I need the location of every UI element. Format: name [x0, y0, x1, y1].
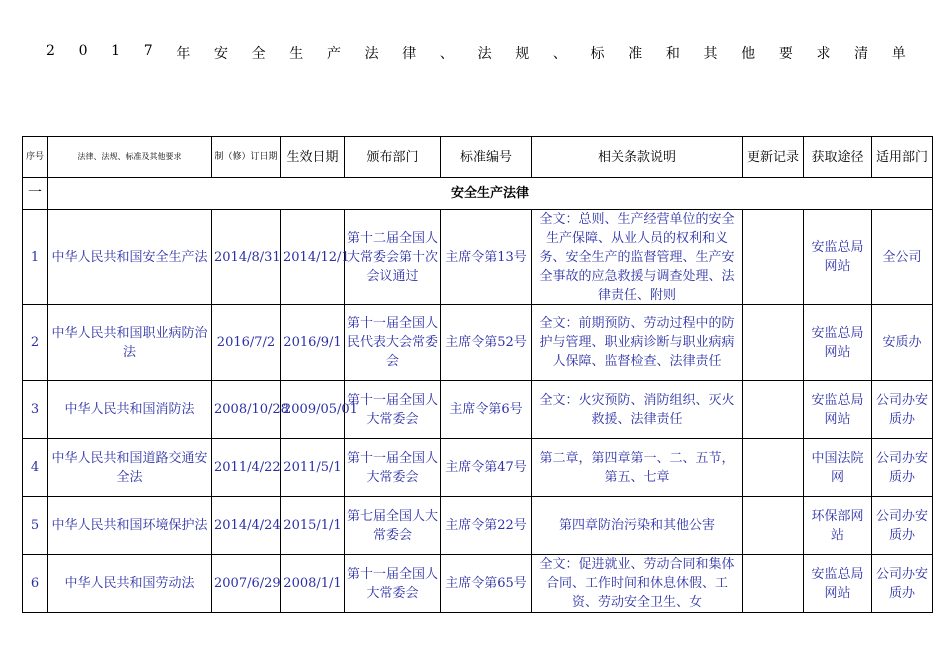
row-desc-text: 全文：促进就业、劳动合同和集体合同、工作时间和休息休假、工资、劳动安全卫生、女: [539, 557, 735, 610]
row-applies: 安质办: [872, 305, 933, 381]
row-seq: 1: [23, 210, 48, 305]
row-revised: 2008/10/28: [212, 381, 281, 439]
row-law: 中华人民共和国职业病防治法: [48, 305, 212, 381]
row-update: [743, 381, 804, 439]
row-code: 主席令第22号: [441, 497, 532, 555]
header-applies: 适用部门: [872, 137, 933, 178]
title-char: 0: [78, 43, 88, 59]
row-desc: [532, 555, 743, 613]
table-row: [23, 439, 933, 497]
row-code: 主席令第6号: [441, 381, 532, 439]
row-source: 中国法院网: [804, 439, 872, 497]
header-row: [23, 137, 933, 178]
row-applies: 公司办安质办: [872, 497, 933, 555]
row-revised: 2014/4/24: [212, 497, 281, 555]
row-source: 环保部网站: [804, 497, 872, 555]
row-code: 主席令第65号: [441, 555, 532, 613]
row-update: [743, 210, 804, 305]
header-effective: 生效日期: [281, 137, 345, 178]
title-char: 法: [364, 46, 379, 62]
row-seq: 3: [23, 381, 48, 439]
row-desc: 第二章，第四章第一、二、五节，第五、七章: [532, 439, 743, 497]
header-desc: 相关条款说明: [532, 137, 743, 178]
row-applies: 公司办安质办: [872, 555, 933, 613]
row-source: 安监总局网站: [804, 210, 872, 305]
header-update: 更新记录: [743, 137, 804, 178]
header-source: 获取途径: [804, 137, 872, 178]
title-char: 全: [251, 46, 266, 62]
row-dept: 第十一届全国人民代表大会常委会: [345, 305, 441, 381]
row-law: 中华人民共和国消防法: [48, 381, 212, 439]
row-desc: 第四章防治污染和其他公害: [532, 497, 743, 555]
title-char: 单: [891, 46, 906, 62]
row-dept: 第十一届全国人大常委会: [345, 555, 441, 613]
title-char: 和: [665, 46, 680, 62]
page-title: [46, 43, 906, 63]
table-row: [23, 555, 933, 613]
header-revised: 制（修）订日期: [212, 137, 281, 178]
row-revised: 2016/7/2: [212, 305, 281, 381]
row-source: 安监总局网站: [804, 305, 872, 381]
title-char: 、: [439, 46, 454, 62]
header-law: 法律、法规、标准及其他要求: [48, 137, 212, 178]
header-code: 标准编号: [441, 137, 532, 178]
title-char: 求: [816, 46, 831, 62]
title-char: 安: [213, 46, 228, 62]
title-char: 标: [590, 46, 605, 62]
row-dept: 第十一届全国人大常委会: [345, 381, 441, 439]
row-update: [743, 497, 804, 555]
title-char: 2: [46, 43, 55, 59]
title-char: 要: [778, 46, 793, 62]
section-number: 一: [23, 178, 48, 210]
section-name: 安全生产法律: [48, 178, 933, 210]
row-code: 主席令第47号: [441, 439, 532, 497]
title-char: 1: [111, 43, 121, 59]
title-char: 律: [402, 46, 417, 62]
title-char: 、: [552, 46, 567, 62]
row-desc-text: 全文：总则、生产经营单位的安全生产保障、从业人员的权利和义务、安全生产的监督管理、生产安全事故的应急救援与调查处理、法律责任、附则: [539, 212, 735, 303]
row-law: 中华人民共和国道路交通安全法: [48, 439, 212, 497]
row-revised: 2014/8/31: [212, 210, 281, 305]
row-update: [743, 439, 804, 497]
table-row: [23, 210, 933, 305]
row-applies: 公司办安质办: [872, 381, 933, 439]
row-update: [743, 305, 804, 381]
row-source: 安监总局网站: [804, 381, 872, 439]
row-effective: 2011/5/1: [281, 439, 345, 497]
row-seq: 2: [23, 305, 48, 381]
row-desc: 全文：前期预防、劳动过程中的防护与管理、职业病诊断与职业病病人保障、监督检查、法律责任: [532, 305, 743, 381]
row-revised: 2007/6/29: [212, 555, 281, 613]
title-char: 法: [477, 46, 492, 62]
row-desc: 全文：火灾预防、消防组织、灭火救援、法律责任: [532, 381, 743, 439]
row-law: 中华人民共和国劳动法: [48, 555, 212, 613]
row-source: 安监总局网站: [804, 555, 872, 613]
row-seq: 4: [23, 439, 48, 497]
row-effective: 2016/9/1: [281, 305, 345, 381]
row-dept: 第十二届全国人大常委会第十次会议通过: [345, 210, 441, 305]
requirements-table: [22, 136, 933, 613]
row-code: 主席令第13号: [441, 210, 532, 305]
header-dept: 颁布部门: [345, 137, 441, 178]
title-char: 其: [703, 46, 718, 62]
table-row: [23, 497, 933, 555]
section-row: [23, 178, 933, 210]
header-seq: 序号: [23, 137, 48, 178]
row-desc: [532, 210, 743, 305]
row-applies: 公司办安质办: [872, 439, 933, 497]
table-row: [23, 381, 933, 439]
title-char: 规: [515, 46, 530, 62]
row-applies: 全公司: [872, 210, 933, 305]
table-row: [23, 305, 933, 381]
row-seq: 6: [23, 555, 48, 613]
title-char: 准: [628, 46, 643, 62]
row-effective: 2009/05/01: [281, 381, 345, 439]
row-update: [743, 555, 804, 613]
title-char: 7: [143, 43, 153, 59]
title-char: 清: [854, 46, 869, 62]
row-code: 主席令第52号: [441, 305, 532, 381]
page-bottom-margin: [0, 613, 950, 672]
row-effective: 2014/12/1: [281, 210, 345, 305]
title-char: 年: [176, 46, 191, 62]
row-dept: 第十一届全国人大常委会: [345, 439, 441, 497]
row-revised: 2011/4/22: [212, 439, 281, 497]
title-char: 产: [326, 46, 341, 62]
row-law: 中华人民共和国环境保护法: [48, 497, 212, 555]
row-effective: 2008/1/1: [281, 555, 345, 613]
row-dept: 第七届全国人大常委会: [345, 497, 441, 555]
title-char: 生: [289, 46, 304, 62]
row-effective: 2015/1/1: [281, 497, 345, 555]
title-char: 他: [741, 46, 756, 62]
row-law: 中华人民共和国安全生产法: [48, 210, 212, 305]
row-seq: 5: [23, 497, 48, 555]
